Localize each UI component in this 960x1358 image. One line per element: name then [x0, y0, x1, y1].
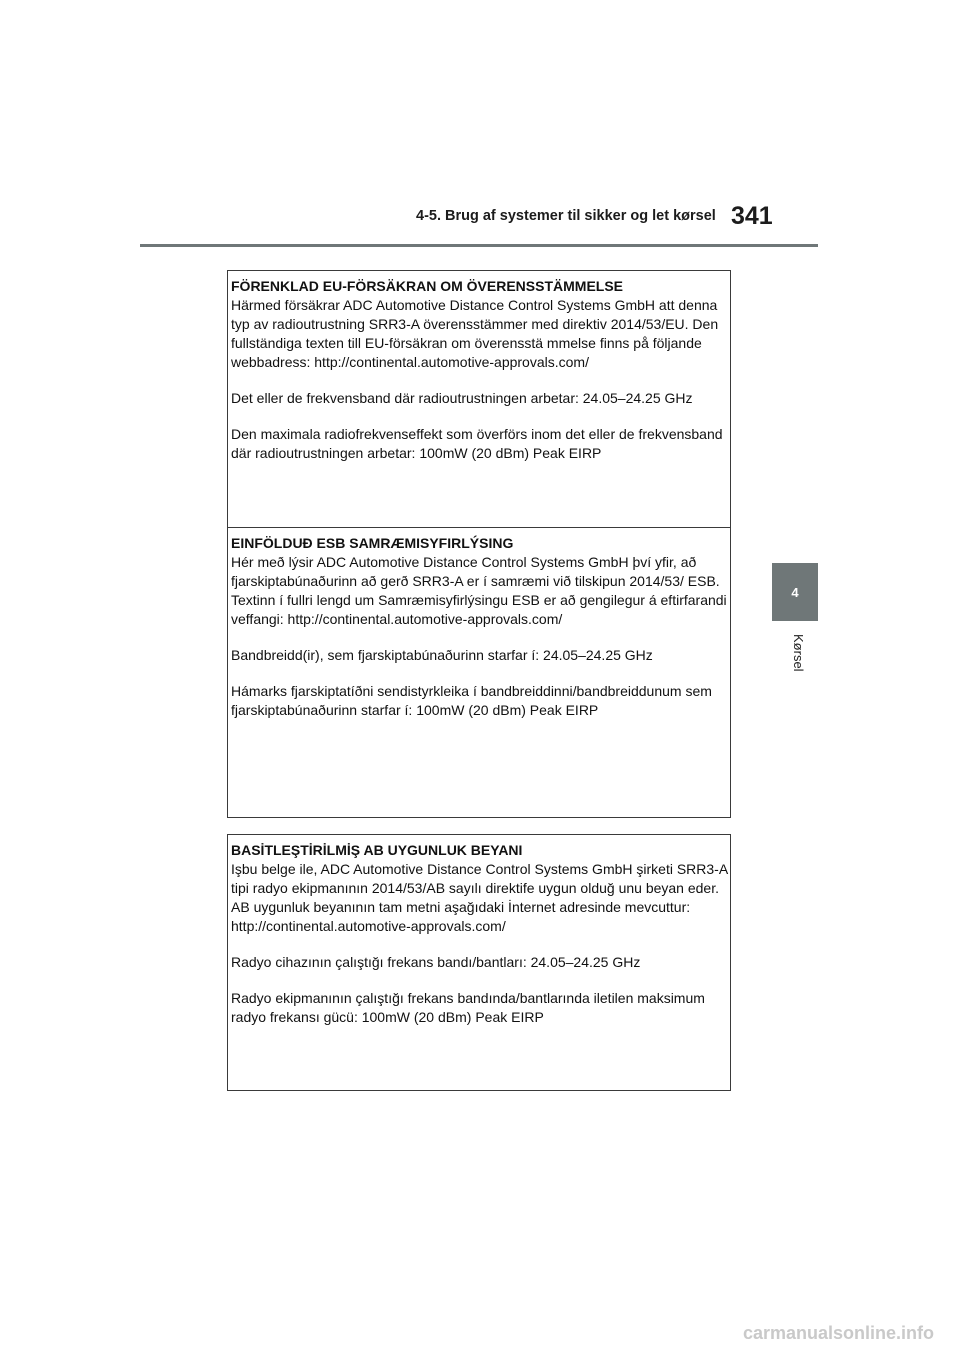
declaration-box-top	[227, 270, 731, 818]
turkish-title: BASİTLEŞTİRİLMİŞ AB UYGUNLUK BEYANI	[231, 842, 523, 858]
swedish-paragraph-1: Härmed försäkrar ADC Automotive Distance Control Systems GmbH att denna typ av radioutrustning SRR3-A överensstämmer med direktiv 2014/53/EU. Den fullständiga texten till EU-försäkran om överensstä mmelse finns på följande webbadress: http://continental.automotive-approvals.com/	[231, 297, 719, 370]
section-title: 4-5. Brug af systemer til sikker og let kørsel	[416, 208, 716, 224]
swedish-paragraph-2: Det eller de frekvensband där radioutrustningen arbetar: 24.05–24.25 GHz	[231, 390, 693, 406]
swedish-title: FÖRENKLAD EU-FÖRSÄKRAN OM ÖVERENSSTÄMMELSE	[231, 278, 624, 294]
site-watermark: carmanualsonline.info	[742, 1323, 934, 1343]
swedish-paragraph-3: Den maximala radiofrekvenseffekt som överförs inom det eller de frekvensband där radioutrustningen arbetar: 100mW (20 dBm) Peak EIRP	[231, 426, 723, 461]
turkish-declaration	[228, 835, 730, 1089]
turkish-paragraph-3: Radyo ekipmanının çalıştığı frekans bandında/bantlarında iletilen maksimum radyo frekansı gücü: 100mW (20 dBm) Peak EIRP	[231, 990, 705, 1025]
turkish-paragraph-2: Radyo cihazının çalıştığı frekans bandı/bantları: 24.05–24.25 GHz	[231, 954, 641, 970]
icelandic-declaration	[228, 528, 730, 815]
swedish-declaration	[228, 271, 730, 528]
icelandic-paragraph-1: Hér með lýsir ADC Automotive Distance Control Systems GmbH því yfir, að fjarskiptabúnaðurinn að gerð SRR3-A er í samræmi við tilskipun 2014/53/ ESB. Textinn í fullri lengd um Samræmisyfirlýsingu ESB er að gengilegur á eftirfarandi veffangi: http://continental.automotive-approvals.com/	[231, 554, 727, 627]
icelandic-title: EINFÖLDUÐ ESB SAMRÆMISYFIRLÝSING	[231, 535, 514, 551]
declaration-box-bottom	[227, 834, 731, 1091]
chapter-number: 4	[791, 584, 799, 600]
icelandic-paragraph-2: Bandbreidd(ir), sem fjarskiptabúnaðurinn starfar í: 24.05–24.25 GHz	[231, 647, 653, 663]
page-header	[0, 0, 960, 250]
page-number: 341	[731, 202, 773, 230]
turkish-paragraph-1: Işbu belge ile, ADC Automotive Distance Control Systems GmbH şirketi SRR3-A tipi radyo ekipmanının 2014/53/AB sayılı direktife uygun olduğ unu beyan eder. AB uygunluk beyanının tam metni aşağıdaki İnternet adresinde mevcuttur: http://continental.automotive-approvals.com/	[231, 861, 728, 934]
chapter-label: Kørsel	[791, 634, 806, 672]
chapter-tab	[772, 563, 818, 621]
icelandic-paragraph-3: Hámarks fjarskiptatíðni sendistyrkleika í bandbreiddinni/bandbreiddunum sem fjarskiptabúnaðurinn starfar í: 100mW (20 dBm) Peak EIRP	[231, 683, 712, 718]
header-divider	[140, 244, 818, 247]
